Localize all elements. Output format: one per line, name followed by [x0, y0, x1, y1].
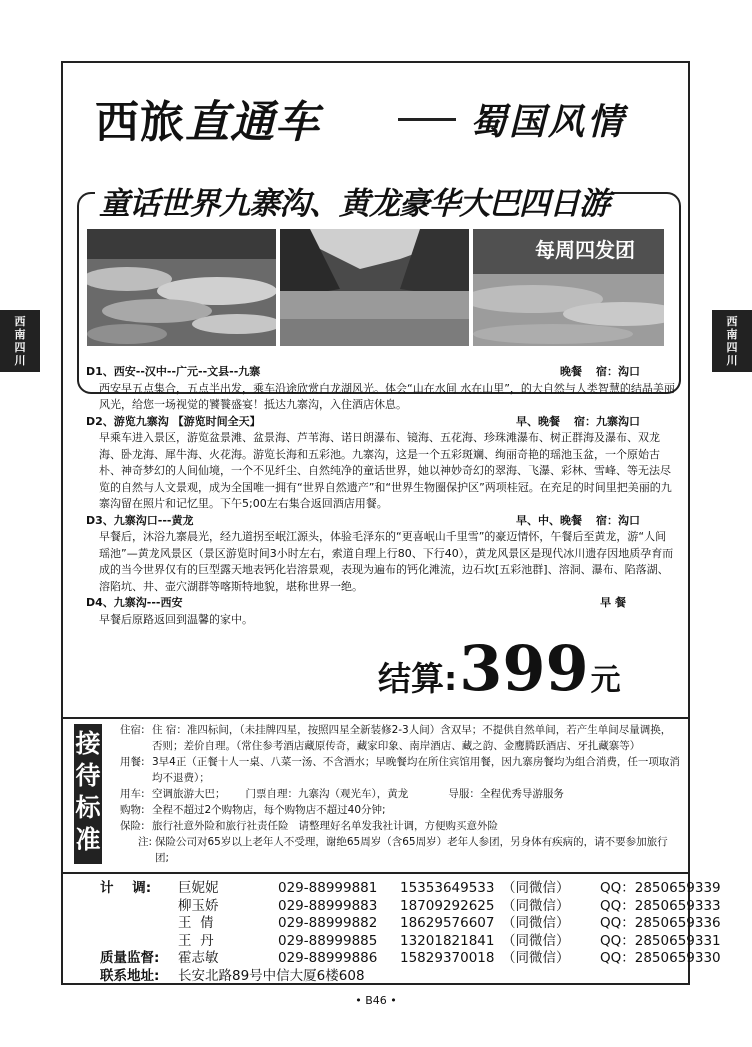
brand-subtitle: 蜀国风情 — [470, 101, 627, 143]
reception-key: 住宿: — [120, 724, 145, 736]
day-body: 早餐后，沐浴九寨晨光，经九道拐至岷江源头，体验毛泽东的“更喜岷山千里雪”的豪迈情怀，午餐后至黄龙，游“人间瑶池”—黄龙风景区（景区游览时间3小时左右，索道自理上行80、下行40），黄龙风景区是现代冰川遗存因地质孕育而成的当今世界仅有的巨型露天地表钙化岩溶景观，表现为遍布的钙化滩流，边石坎[五彩池群]、溶洞、瀑布、陷落湖、溶陷坑、井、壶穴湖群等喀斯特地貌，堪称世界一绝。 — [99, 530, 674, 593]
contact-row — [100, 933, 721, 951]
contact-qq: QQ：2850659331 — [600, 932, 721, 949]
price-amount: 399 — [459, 632, 589, 705]
contact-row — [100, 950, 721, 968]
brand-part2: 直通车 — [185, 97, 320, 148]
reception-item — [120, 722, 680, 754]
contact-mobile: 13201821841 — [400, 932, 495, 949]
side-tab-char: 四 — [726, 341, 738, 354]
contact-mobile: 15353649533 — [400, 880, 495, 896]
tour-title: 童话世界九寨沟、黄龙豪华大巴四日游 — [95, 178, 613, 223]
contact-row — [100, 898, 721, 916]
price-unit: 元 — [590, 663, 621, 698]
contact-qq: QQ：2850659330 — [600, 950, 721, 966]
contact-name: 巨妮妮 — [178, 880, 219, 896]
contact-name: 王 丹 — [178, 932, 214, 949]
contact-name: 王 倩 — [178, 915, 214, 931]
day-block — [86, 364, 676, 414]
day-head: D3、九寨沟口---黄龙 — [86, 513, 194, 527]
reception-title — [74, 724, 102, 864]
reception-key: 购物: — [120, 804, 145, 816]
side-tab-char: 西 — [14, 315, 26, 328]
page-number: • B46 • — [355, 994, 397, 1007]
day-block — [86, 414, 676, 513]
reception-item — [120, 754, 680, 786]
side-tab-right — [712, 310, 752, 372]
price — [378, 632, 621, 705]
brand-dash — [398, 118, 456, 121]
day-stay: 宿：沟口 — [596, 365, 640, 378]
day-head: D1、西安--汉中--广元--文县--九寨 — [86, 365, 261, 378]
address-row — [100, 968, 721, 986]
day-meal: 早 餐 — [600, 596, 626, 609]
reception-value: 全程不超过2个购物店，每个购物店不超过40分钟; — [152, 804, 386, 816]
day-body: 早乘车进入景区，游览盆景滩、盆景海、芦苇海、诺日朗瀑布、镜海、五花海、珍珠滩瀑布、树正群海及瀑布、双龙海、卧龙海、犀牛海、火花海。游览长海和五彩池。九寨沟，这是一个五彩斑斓、绚丽奇艳的瑶池玉盆，一个原始古朴、神奇梦幻的人间仙境，一个不见纤尘、自然纯净的童话世界，她以神妙奇幻的翠海、飞瀑、彩林、雪峰、等无法尽览的自然与人文景观，成为全国唯一拥有“世界自然遗产”和“世界生物圈保护区”两项桂冠。在充足的时间里把美丽的九寨沟留在照片和记忆里。下午5;00左右集合返回酒店用餐。 — [99, 431, 672, 510]
day-body: 西安早五点集合，五点半出发，乘车沿途欣赏白龙湖风光。体会“山在水间 水在山里”，的大自然与人类智慧的结晶美丽风光，给您一场视觉的饕餮盛宴！抵达九寨沟，入住酒店休息。 — [99, 381, 675, 411]
contact-phone: 029-88999885 — [278, 932, 378, 949]
reception-key: 注: — [137, 836, 152, 848]
day-block — [86, 513, 676, 596]
contact-label — [100, 933, 178, 951]
reception-value: 3早4正（正餐十人一桌、八菜一汤、不含酒水；早晚餐均在所住宾馆用餐，因九寨房餐均为组合消费，任一项取消均不退费）； — [152, 756, 680, 784]
contact-label: 质量监督: — [100, 950, 160, 966]
contact-qq: QQ：2850659336 — [600, 915, 721, 931]
side-tab-char: 南 — [14, 328, 26, 341]
reception-value: 保险公司对65岁以上老年人不受理，谢绝65周岁（含65周岁）老年人参团，另身体有疾病的，请不要参加旅行团; — [155, 836, 668, 864]
contact-wechat: （同微信） — [502, 880, 570, 896]
contact-qq: QQ：2850659333 — [600, 897, 721, 914]
section-divider — [63, 717, 688, 719]
brand-title — [95, 86, 320, 150]
contact-wechat: （同微信） — [502, 897, 570, 914]
reception-value: 旅行社意外险和旅行社责任险 请整理好名单发我社计调，方便购买意外险 — [152, 820, 499, 832]
reception-item — [120, 802, 680, 818]
day-stay: 宿：沟口 — [596, 513, 640, 527]
day-stay: 宿：九寨沟口 — [574, 414, 640, 428]
contact-mobile: 15829370018 — [400, 950, 495, 966]
travertine-pools-photo — [87, 229, 276, 346]
reception-key: 用餐: — [120, 756, 145, 768]
contact-phone: 029-88999882 — [278, 915, 378, 931]
contact-row — [100, 880, 721, 898]
reception-value: 住 宿：准四标间，（未挂牌四星，按照四星全新装修2-3人间）含双早；不提供自然单间，若产生单间尽量调换，否则；差价自理。（常住参考酒店藏原传奇，藏家印象、南岸酒店、藏之韵、金鹰腾跃酒店、牙扎藏寨等） — [152, 724, 672, 752]
address-value: 长安北路89号中信大厦6楼608 — [178, 967, 365, 984]
contact-label — [100, 915, 178, 933]
contact-mobile: 18629576607 — [400, 915, 495, 931]
contact-mobile: 18709292625 — [400, 897, 495, 914]
contact-phone: 029-88999881 — [278, 880, 378, 896]
day-head: D2、游览九寨沟 【游览时间全天】 — [86, 414, 261, 428]
side-tab-char: 四 — [14, 341, 26, 354]
contact-label: 计 调: — [100, 880, 152, 896]
brand-part1: 西旅 — [95, 97, 185, 148]
reception-value: 空调旅游大巴； 门票自理：九寨沟（观光车），黄龙 导服：全程优秀导游服务 — [152, 788, 564, 800]
reception-key: 用车: — [120, 788, 145, 800]
reception-item — [120, 786, 680, 802]
reception-title-char: 标 — [75, 793, 101, 822]
day-meal: 早、晚餐 — [516, 414, 560, 428]
contact-name: 霍志敏 — [178, 950, 219, 966]
reception-list — [120, 722, 680, 866]
contact-label — [100, 898, 178, 916]
day-head: D4、九寨沟---西安 — [86, 596, 183, 609]
contact-phone: 029-88999886 — [278, 950, 378, 966]
contact-wechat: （同微信） — [502, 950, 570, 966]
day-body: 早餐后原路返回到温馨的家中。 — [99, 612, 253, 626]
reception-key: 保险: — [120, 820, 145, 832]
contact-phone: 029-88999883 — [278, 897, 378, 914]
section-divider — [63, 872, 688, 874]
side-tab-char: 川 — [14, 354, 26, 367]
contact-qq: QQ：2850659339 — [600, 880, 721, 896]
reception-item — [120, 818, 680, 834]
departure-badge: 每周四发团 — [535, 238, 635, 262]
day-meal: 晚餐 — [560, 365, 582, 378]
itinerary — [86, 364, 676, 628]
contact-wechat: （同微信） — [502, 915, 570, 931]
contact-name: 柳玉娇 — [178, 897, 219, 914]
reception-title-char: 待 — [75, 761, 101, 790]
price-label: 结算: — [378, 659, 458, 698]
day-meal: 早、中、晚餐 — [516, 513, 582, 527]
reception-item — [120, 834, 680, 866]
side-tab-char: 川 — [726, 354, 738, 367]
contact-row — [100, 915, 721, 933]
mountain-lake-photo — [280, 229, 469, 346]
address-label: 联系地址: — [100, 967, 160, 984]
reception-title-char: 准 — [75, 825, 101, 854]
side-tab-left — [0, 310, 40, 372]
side-tab-char: 西 — [726, 315, 738, 328]
reception-title-char: 接 — [75, 729, 101, 758]
contact-wechat: （同微信） — [502, 932, 570, 949]
day-block — [86, 595, 676, 628]
contacts — [100, 880, 721, 985]
side-tab-char: 南 — [726, 328, 738, 341]
